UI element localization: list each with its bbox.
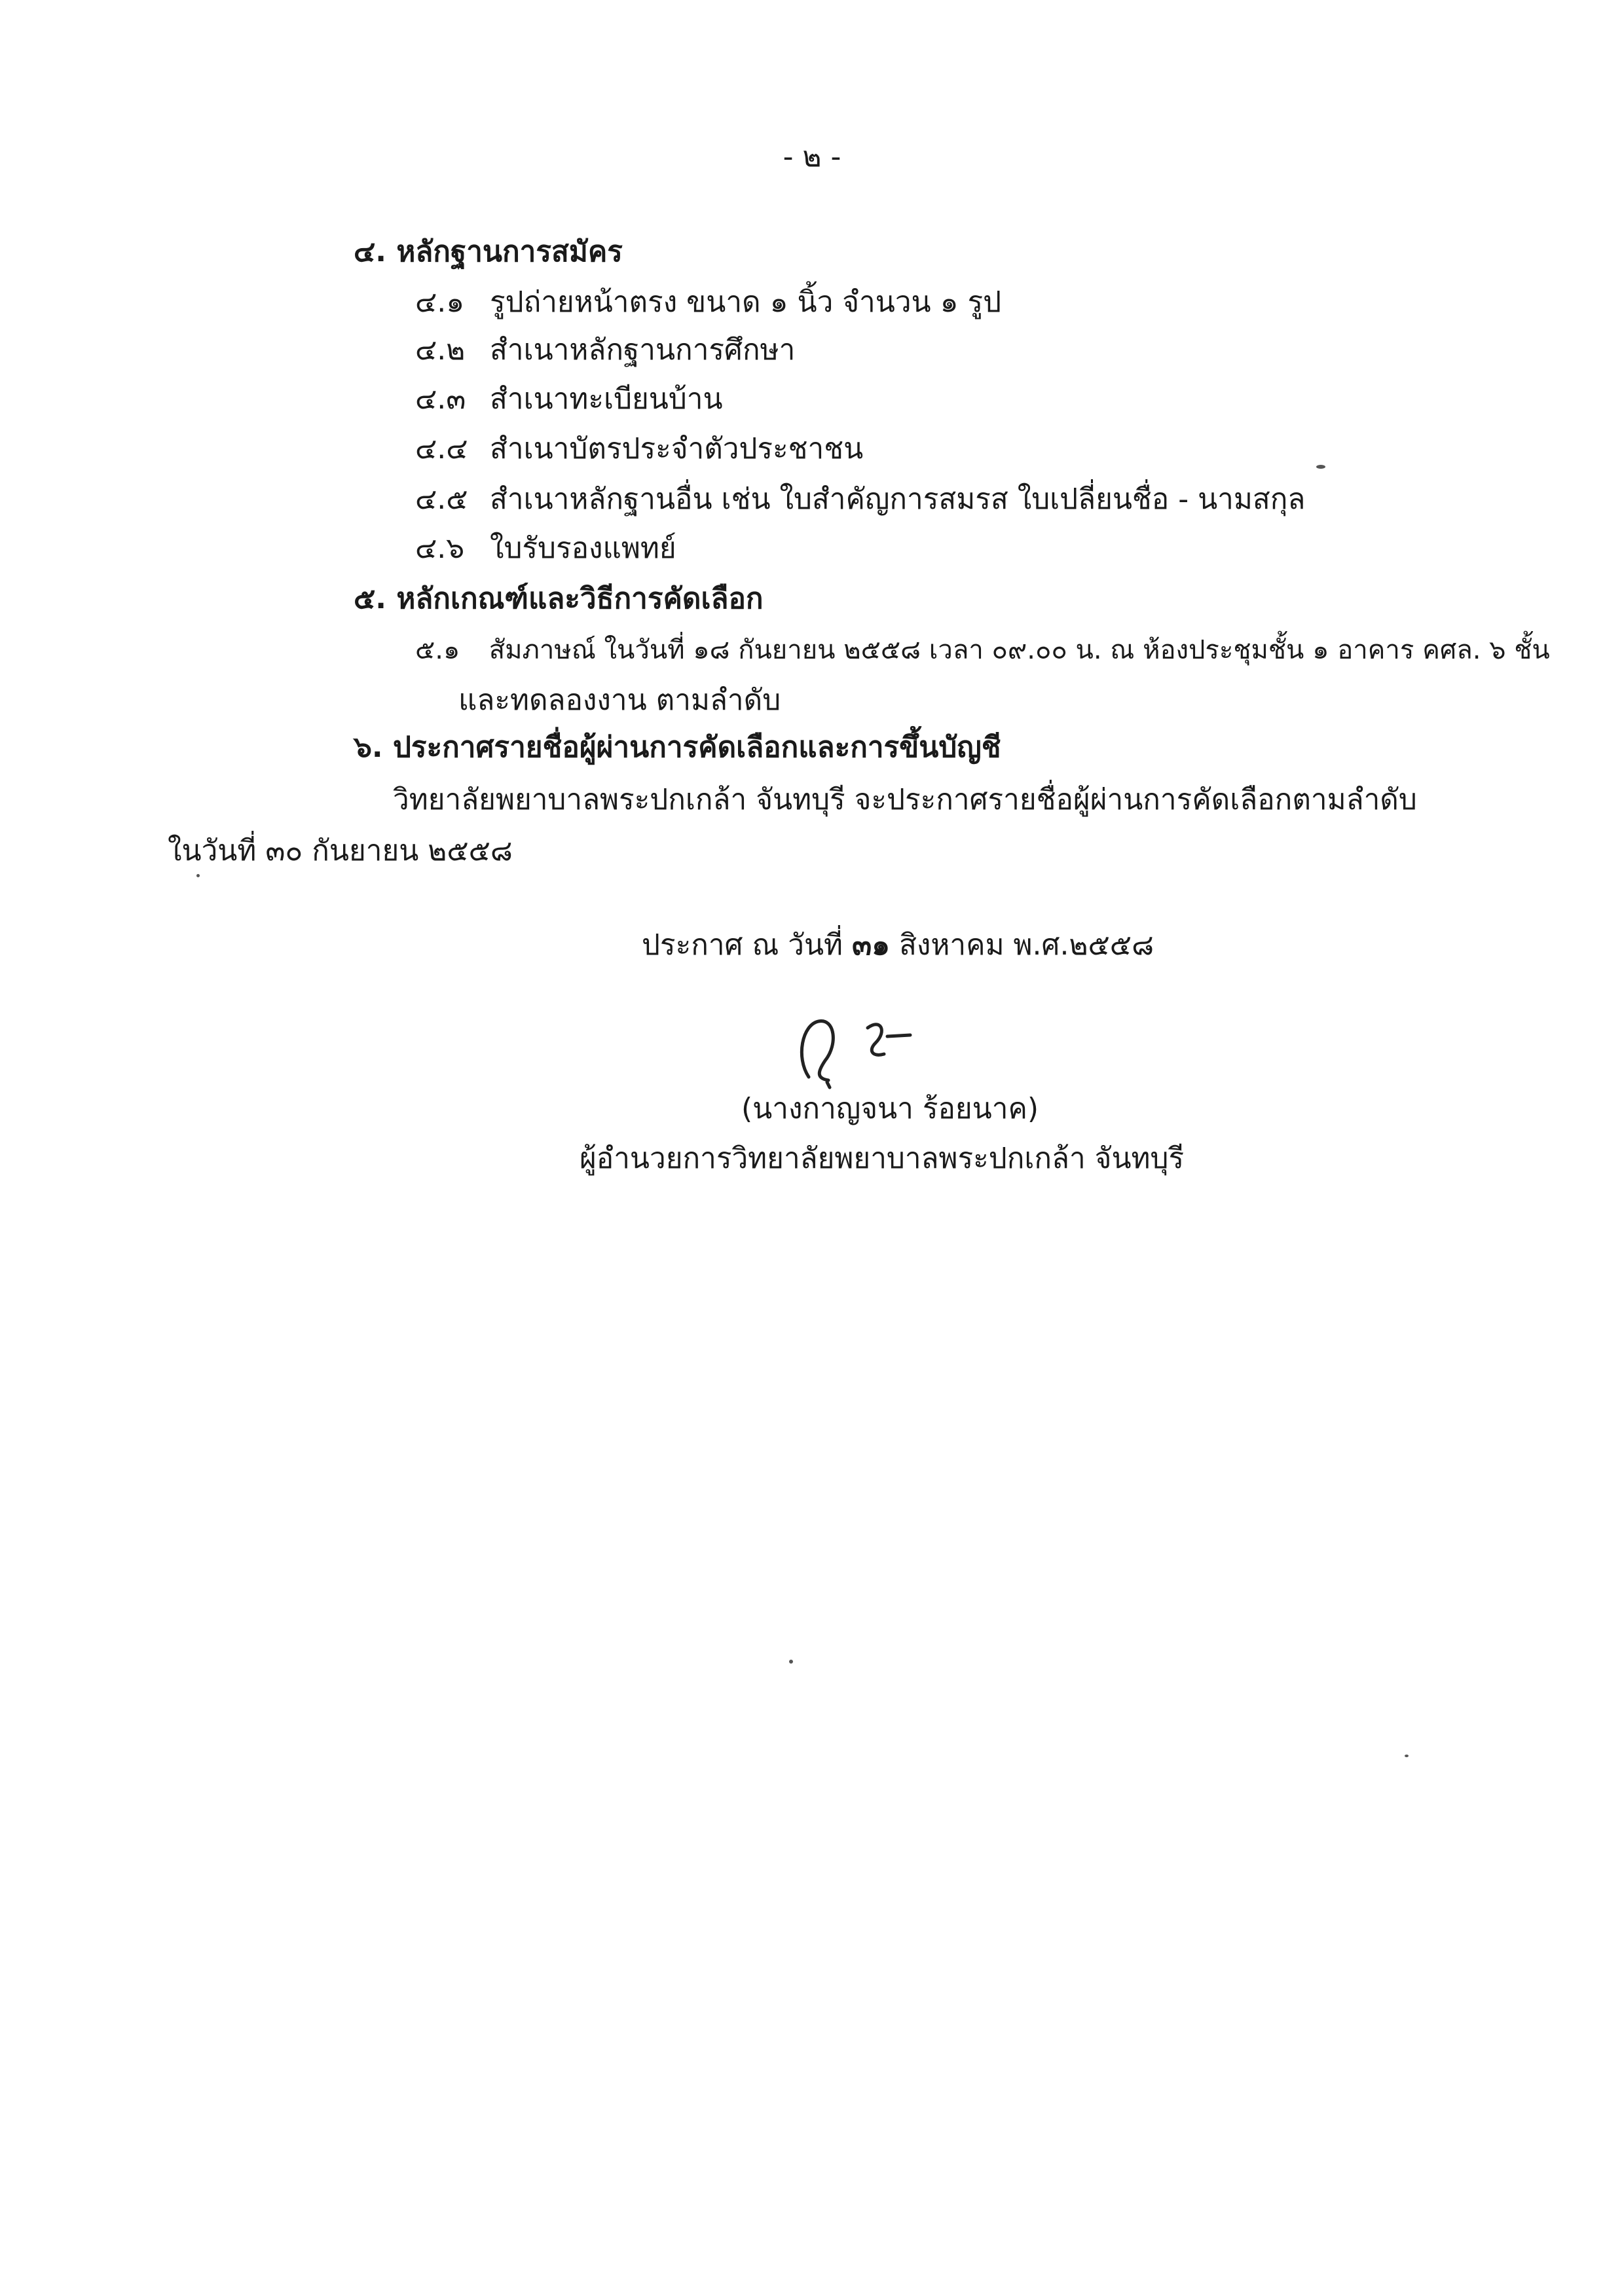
date-day: ๓๑ <box>852 928 891 962</box>
item-number: ๔.๕ <box>415 483 468 516</box>
item-text: สัมภาษณ์ ในวันที่ ๑๘ กันยายน ๒๕๕๘ เวลา ๐๙.๐๐ น. ณ ห้องประชุมชั้น ๑ อาคาร คศล. ๖ ชั้น <box>489 635 1550 665</box>
list-item <box>415 283 1001 322</box>
list-item <box>415 630 1550 670</box>
list-item <box>415 331 795 370</box>
scan-speck <box>1316 465 1325 469</box>
page-number: - ๒ - <box>783 140 841 173</box>
item-number: ๔.๑ <box>415 285 465 319</box>
list-item <box>415 380 723 419</box>
item-text: สำเนาทะเบียนบ้าน <box>490 382 723 416</box>
item-number: ๕.๑ <box>415 635 460 665</box>
item-text: สำเนาบัตรประจำตัวประชาชน <box>490 432 864 465</box>
item-number: ๔.๓ <box>415 382 466 416</box>
item-text: ใบรับรองแพทย์ <box>490 532 676 565</box>
list-item <box>415 429 863 469</box>
list-item <box>415 480 1305 519</box>
date-prefix: ประกาศ ณ วันที่ <box>642 928 843 962</box>
item-text: สำเนาหลักฐานอื่น เช่น ใบสำคัญการสมรส ใบเปลี่ยนชื่อ - นามสกุล <box>490 483 1306 516</box>
list-item <box>415 529 676 568</box>
scan-speck <box>1405 1755 1409 1757</box>
scan-speck <box>196 874 200 877</box>
signatory-position: ผู้อำนวยการวิทยาลัยพยาบาลพระปกเกล้า จันทบุรี <box>580 1142 1185 1175</box>
date-rest: สิงหาคม พ.ศ.๒๕๕๘ <box>899 928 1154 962</box>
section4-heading: ๔. หลักฐานการสมัคร <box>354 235 623 268</box>
item-text: สำเนาหลักฐานการศึกษา <box>490 333 796 367</box>
section5-heading: ๕. หลักเกณฑ์และวิธีการคัดเลือก <box>354 582 764 615</box>
item-text: รูปถ่ายหน้าตรง ขนาด ๑ นิ้ว จำนวน ๑ รูป <box>490 285 1002 319</box>
list-item-continuation: และทดลองงาน ตามลำดับ <box>458 683 781 717</box>
section6-paragraph-line1: วิทยาลัยพยาบาลพระปกเกล้า จันทบุรี จะประกาศรายชื่อผู้ผ่านการคัดเลือกตามลำดับ <box>393 783 1417 816</box>
signatory-name: (นางกาญจนา ร้อยนาค) <box>741 1092 1039 1125</box>
item-number: ๔.๖ <box>415 532 465 565</box>
item-number: ๔.๔ <box>415 432 468 465</box>
section6-paragraph-line2: ในวันที่ ๓๐ กันยายน ๒๕๕๘ <box>168 834 513 867</box>
section6-heading: ๖. ประกาศรายชื่อผู้ผ่านการคัดเลือกและการขึ้นบัญชี <box>354 731 1001 764</box>
announcement-date <box>642 926 1154 965</box>
signature <box>789 1005 959 1090</box>
item-number: ๔.๒ <box>415 333 466 367</box>
scan-speck <box>789 1660 793 1664</box>
